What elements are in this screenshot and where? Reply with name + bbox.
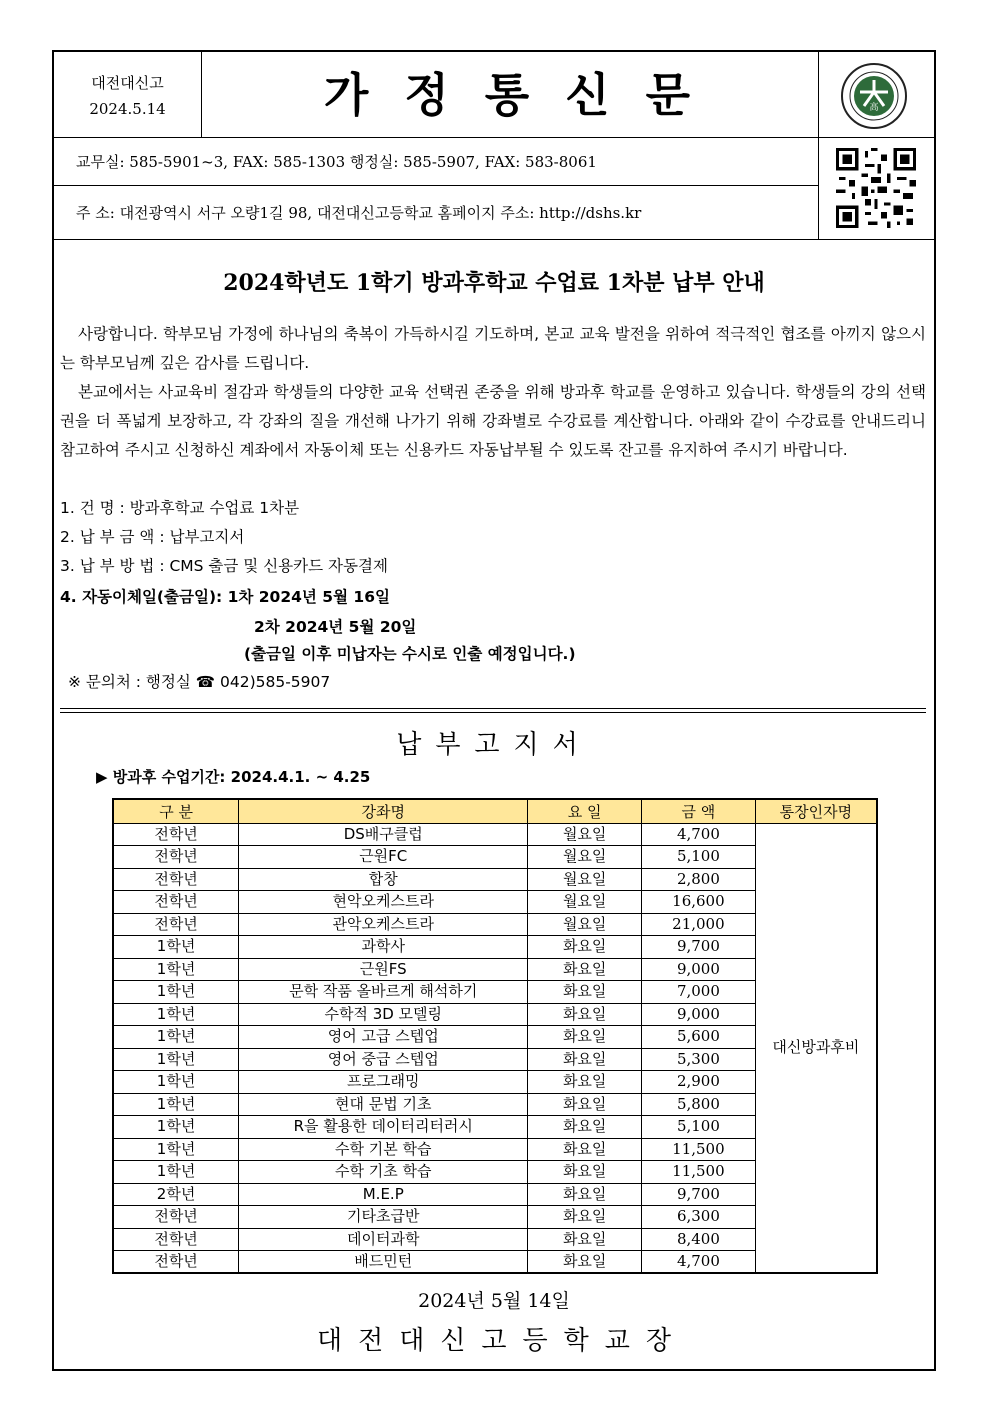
address-line: 주 소: 대전광역시 서구 오량1길 98, 대전대신고등학교 홈페이지 주소: http://dshs.kr <box>54 186 819 240</box>
course-cell: 배드민턴 <box>239 1251 528 1274</box>
amount-cell: 5,300 <box>642 1048 756 1071</box>
footer-date: 2024년 5월 14일 <box>418 1290 570 1312</box>
course-cell: 문학 작품 올바르게 해석하기 <box>239 981 528 1004</box>
grade-cell: 1학년 <box>113 958 239 981</box>
grade-cell: 1학년 <box>113 1003 239 1026</box>
grade-cell: 1학년 <box>113 1116 239 1139</box>
col-course-header: 강좌명 <box>239 799 528 823</box>
header-top-row <box>54 52 934 138</box>
amount-cell: 5,800 <box>642 1093 756 1116</box>
course-cell: 현악오케스트라 <box>239 891 528 914</box>
day-cell: 화요일 <box>528 1206 642 1229</box>
course-cell: 근원FS <box>239 958 528 981</box>
grade-cell: 1학년 <box>113 981 239 1004</box>
day-cell: 월요일 <box>528 868 642 891</box>
course-cell: 수학적 3D 모델링 <box>239 1003 528 1026</box>
course-cell: 수학 기본 학습 <box>239 1138 528 1161</box>
amount-cell: 7,000 <box>642 981 756 1004</box>
greeting-paragraph: 사랑합니다. 학부모님 가정에 하나님의 축복이 가득하시길 기도하며, 본교 교육 발전을 위하여 적극적인 협조를 아끼지 않으시는 학부모님께 깊은 감사를 드립니다. <box>60 325 926 372</box>
amount-cell: 11,500 <box>642 1161 756 1184</box>
col-amount-header: 금 액 <box>642 799 756 823</box>
grade-cell: 전학년 <box>113 823 239 846</box>
course-cell: DS배구클럽 <box>239 823 528 846</box>
amount-cell: 8,400 <box>642 1228 756 1251</box>
item-subject: 1. 건 명 : 방과후학교 수업료 1차분 <box>60 499 300 517</box>
amount-cell: 9,700 <box>642 1183 756 1206</box>
document-frame <box>52 50 936 1371</box>
grade-cell: 2학년 <box>113 1183 239 1206</box>
grade-cell: 1학년 <box>113 1071 239 1094</box>
item-withdraw-date-2: 2차 2024년 5월 20일 <box>254 618 417 636</box>
grade-cell: 1학년 <box>113 1138 239 1161</box>
grade-cell: 전학년 <box>113 913 239 936</box>
amount-cell: 4,700 <box>642 1251 756 1274</box>
day-cell: 화요일 <box>528 1026 642 1049</box>
amount-cell: 11,500 <box>642 1138 756 1161</box>
col-day-header: 요 일 <box>528 799 642 823</box>
amount-cell: 21,000 <box>642 913 756 936</box>
day-cell: 화요일 <box>528 981 642 1004</box>
day-cell: 월요일 <box>528 823 642 846</box>
item-amount: 2. 납 부 금 액 : 납부고지서 <box>60 528 245 546</box>
course-cell: R을 활용한 데이터리터러시 <box>239 1116 528 1139</box>
day-cell: 월요일 <box>528 891 642 914</box>
course-cell: 과학사 <box>239 936 528 959</box>
school-name: 대전대신고 <box>91 74 164 92</box>
course-cell: 데이터과학 <box>239 1228 528 1251</box>
grade-cell: 전학년 <box>113 1228 239 1251</box>
grade-cell: 전학년 <box>113 868 239 891</box>
grade-cell: 전학년 <box>113 1251 239 1274</box>
col-grade-header: 구 분 <box>113 799 239 823</box>
issue-date: 2024.5.14 <box>89 100 166 118</box>
course-cell: 영어 고급 스텝업 <box>239 1026 528 1049</box>
grade-cell: 전학년 <box>113 1206 239 1229</box>
amount-cell: 5,600 <box>642 1026 756 1049</box>
col-account-header: 통장인자명 <box>755 799 877 823</box>
grade-cell: 1학년 <box>113 1093 239 1116</box>
day-cell: 화요일 <box>528 1183 642 1206</box>
day-cell: 화요일 <box>528 1003 642 1026</box>
letter-title: 가정통신문 <box>202 52 819 138</box>
day-cell: 월요일 <box>528 913 642 936</box>
course-cell: 영어 중급 스텝업 <box>239 1048 528 1071</box>
svg-text:高: 高 <box>869 103 879 113</box>
day-cell: 화요일 <box>528 1138 642 1161</box>
day-cell: 화요일 <box>528 1116 642 1139</box>
account-name-cell: 대신방과후비 <box>755 823 877 1273</box>
grade-cell: 1학년 <box>113 1048 239 1071</box>
inquiry-line: ※ 문의처 : 행정실 ☎ 042)585-5907 <box>68 673 331 691</box>
contact-line: 교무실: 585-5901~3, FAX: 585-1303 행정실: 585-5907, FAX: 583-8061 <box>54 138 819 186</box>
principal-signature: 대전대신고등학교장 <box>316 1326 688 1356</box>
amount-cell: 6,300 <box>642 1206 756 1229</box>
amount-cell: 9,700 <box>642 936 756 959</box>
fee-table <box>112 798 878 1274</box>
day-cell: 화요일 <box>528 1228 642 1251</box>
course-cell: M.E.P <box>239 1183 528 1206</box>
payment-notice-title: 납부고지서 <box>396 730 592 760</box>
grade-cell: 전학년 <box>113 891 239 914</box>
table-row <box>113 823 877 846</box>
fee-table-body <box>113 823 877 1273</box>
amount-cell: 2,900 <box>642 1071 756 1094</box>
amount-cell: 9,000 <box>642 1003 756 1026</box>
amount-cell: 16,600 <box>642 891 756 914</box>
double-divider <box>60 708 926 713</box>
day-cell: 화요일 <box>528 936 642 959</box>
amount-cell: 9,000 <box>642 958 756 981</box>
day-cell: 화요일 <box>528 1251 642 1274</box>
course-cell: 프로그래밍 <box>239 1071 528 1094</box>
amount-cell: 5,100 <box>642 1116 756 1139</box>
course-cell: 근원FC <box>239 846 528 869</box>
item-withdraw-date: 4. 자동이체일(출금일): 1차 2024년 5월 16일 <box>60 588 390 606</box>
school-info <box>54 52 202 138</box>
item-withdraw-note: (출금일 이후 미납자는 수시로 인출 예정입니다.) <box>244 645 576 663</box>
item-method: 3. 납 부 방 법 : CMS 출금 및 신용카드 자동결제 <box>60 557 388 575</box>
grade-cell: 전학년 <box>113 846 239 869</box>
day-cell: 화요일 <box>528 1093 642 1116</box>
body-paragraph: 본교에서는 사교육비 절감과 학생들의 다양한 교육 선택권 존중을 위해 방과후 학교를 운영하고 있습니다. 학생들의 강의 선택권을 더 폭넓게 보장하고, 각 강좌의 질을 개선해 나가기 위해 강좌별로 수강료를 계산합니다. 아래와 같이 수강료를 안내드리니 참고하여 주시고 신청하신 계좌에서 자동이체 또는 신용카드 자동납부될 수 있도록 잔고를 유지하여 주시기 바랍니다. <box>60 383 926 459</box>
amount-cell: 4,700 <box>642 823 756 846</box>
letter-header <box>54 52 934 240</box>
class-period: ▶ 방과후 수업기간: 2024.4.1. ~ 4.25 <box>96 768 371 786</box>
school-emblem-icon <box>840 62 908 130</box>
day-cell: 월요일 <box>528 846 642 869</box>
course-cell: 관악오케스트라 <box>239 913 528 936</box>
day-cell: 화요일 <box>528 958 642 981</box>
day-cell: 화요일 <box>528 1071 642 1094</box>
amount-cell: 2,800 <box>642 868 756 891</box>
grade-cell: 1학년 <box>113 1026 239 1049</box>
amount-cell: 5,100 <box>642 846 756 869</box>
notice-heading: 2024학년도 1학기 방과후학교 수업료 1차분 납부 안내 <box>223 270 765 296</box>
course-cell: 합창 <box>239 868 528 891</box>
course-cell: 수학 기초 학습 <box>239 1161 528 1184</box>
course-cell: 기타초급반 <box>239 1206 528 1229</box>
grade-cell: 1학년 <box>113 1161 239 1184</box>
qr-code-icon <box>836 148 916 228</box>
course-cell: 현대 문법 기초 <box>239 1093 528 1116</box>
grade-cell: 1학년 <box>113 936 239 959</box>
day-cell: 화요일 <box>528 1161 642 1184</box>
day-cell: 화요일 <box>528 1048 642 1071</box>
fee-table-header <box>113 799 877 823</box>
